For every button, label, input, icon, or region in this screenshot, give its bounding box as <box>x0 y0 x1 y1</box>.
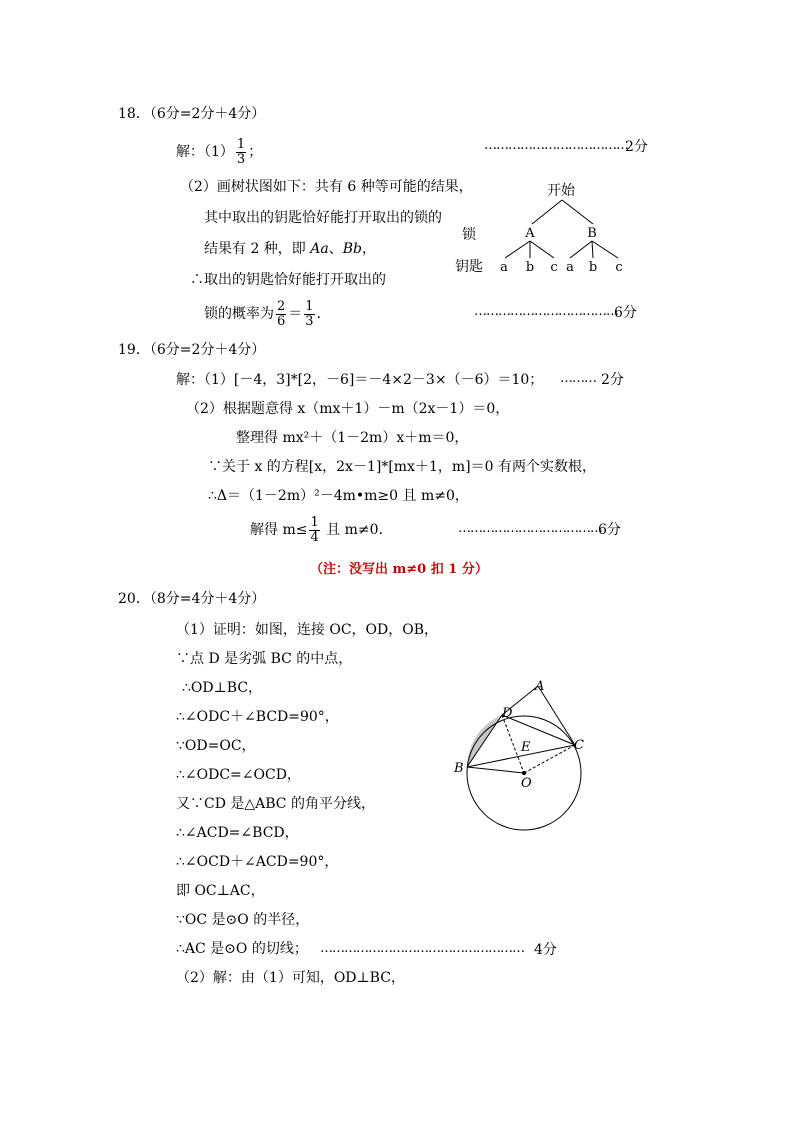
segment-db <box>467 715 502 767</box>
q18-equals: ＝ <box>288 306 303 322</box>
q20-line-8: ∴∠ACD=∠BCD， <box>176 825 299 841</box>
segment-bo <box>467 767 524 773</box>
q18-part1-denominator: 3 <box>236 151 246 167</box>
q19-part2-line4: ∴Δ＝（1－2m）²－4m•m≥0 且 m≠0， <box>208 488 469 504</box>
q19-part2-line3: ∵关于 x 的方程[x，2x－1]*[mx＋1，m]＝0 有两个实数根， <box>208 459 596 475</box>
q19-part2-line2-eq: mx²＋（1－2m）x＋m＝0， <box>282 430 469 446</box>
q18-result-bb: Bb <box>342 241 362 257</box>
q19-part2-line1 <box>186 400 509 418</box>
q19-note: （注：没写出 m≠0 扣 1 分） <box>310 562 488 577</box>
q20-line-7: 又∵CD 是△ABC 的角平分线， <box>176 796 375 812</box>
label-e: E <box>521 740 531 755</box>
q18-part2-line5 <box>204 299 331 329</box>
tree-key-1: a <box>500 260 508 275</box>
circle-figure <box>440 670 600 840</box>
q18-fraction-2-6-num: 2 <box>277 298 286 314</box>
q19-fraction-num: 1 <box>310 514 319 530</box>
tree-key-2: b <box>525 260 535 275</box>
q18-part1-numerator: 1 <box>236 136 246 152</box>
q19-fraction-1-4 <box>309 516 319 545</box>
q18-part2-line3-text: 结果有 2 种，即 <box>204 241 311 257</box>
q18-period: ． <box>316 306 331 322</box>
q18-part2-dots: ……………………………… <box>474 304 618 319</box>
tree-root-label: 开始 <box>547 183 575 199</box>
q18-fraction-2-6 <box>276 300 286 329</box>
q20-line-5: ∵OD=OC， <box>176 738 256 754</box>
q18-part2-line2: 其中取出的钥匙恰好能打开取出的锁的 <box>204 210 442 226</box>
q18-part2-line1: （2）画树状图如下：共有 6 种等可能的结果， <box>180 179 473 195</box>
q20-line-4: ∴∠ODC＋∠BCD=90°， <box>176 709 339 725</box>
tree-edge-a-c <box>530 241 554 258</box>
q18-part1 <box>176 137 262 167</box>
q18-part1-prefix: 解：（1） <box>176 144 234 160</box>
q20-part1-dots: …………………………………………… <box>320 941 524 956</box>
q19-part2-line5-text: 解得 m≤ <box>250 522 308 538</box>
tree-edge-root-b <box>562 200 593 224</box>
q19-part2-line5-end: 且 m≠0． <box>321 522 393 538</box>
q18-header: 18．（6分=2分＋4分） <box>118 106 266 122</box>
q18-part2-line3-sep: 、 <box>328 241 343 257</box>
q20-part1-score: 4分 <box>534 942 557 958</box>
q19-part2-score: 6分 <box>598 522 621 538</box>
tree-edge-a-a <box>505 241 530 258</box>
q19-part1-score: 2分 <box>601 372 624 388</box>
tree-diagram <box>450 178 650 278</box>
q20-line-10: 即 OC⊥AC， <box>176 883 265 899</box>
label-b: B <box>454 761 464 776</box>
q18-part1-score: 2分 <box>625 139 648 155</box>
tree-lock-a: A <box>525 226 535 241</box>
tree-level-key-label: 钥匙 <box>455 259 483 275</box>
q19-part2-line2-text: 整理得 <box>236 430 283 446</box>
q19-part1-dots: ……… <box>560 371 596 386</box>
q20-line-12: ∴AC 是⊙O 的切线； <box>176 941 308 957</box>
tree-edge-root-a <box>532 200 562 224</box>
q20-line-11: ∵OC 是⊙O 的半径， <box>176 912 310 928</box>
tree-key-4: a <box>566 260 574 275</box>
q20-header: 20．（8分=4分＋4分） <box>118 591 266 607</box>
q20-line-9: ∴∠OCD＋∠ACD=90°， <box>176 854 339 870</box>
segment-co <box>524 745 575 773</box>
tree-lock-b: B <box>587 226 597 241</box>
tree-key-3: c <box>550 260 558 275</box>
tree-edge-b-a <box>570 241 592 258</box>
q18-part2-line3-end: ， <box>361 241 376 257</box>
q18-part1-suffix: ； <box>248 144 263 160</box>
q18-fraction-1-3-den: 3 <box>305 313 314 329</box>
tree-level-lock-label: 锁 <box>462 227 476 243</box>
center-point <box>522 771 526 775</box>
q18-part2-line3 <box>204 240 376 258</box>
tree-key-6: c <box>615 260 623 275</box>
label-a: A <box>535 679 545 694</box>
q18-result-aa: Aa <box>310 241 329 257</box>
label-c: C <box>574 738 584 753</box>
tree-edge-b-c <box>592 241 618 258</box>
q19-header: 19．（6分=2分＋4分） <box>118 342 266 358</box>
q18-fraction-2-6-den: 6 <box>277 313 286 329</box>
tree-key-5: b <box>588 260 598 275</box>
q20-line-2: ∵点 D 是劣弧 BC 的中点， <box>176 651 353 667</box>
q20-line-6: ∴∠ODC=∠OCD， <box>176 767 301 783</box>
label-d: D <box>502 706 513 721</box>
segment-ac <box>538 686 575 745</box>
q19-part2-line1-eq: x（mx＋1）－m（2x－1）＝0， <box>297 401 510 417</box>
segment-dc <box>502 715 575 745</box>
q19-part2-dots: ……………………………… <box>458 521 602 536</box>
q19-part2-line5 <box>250 514 393 546</box>
q19-fraction-den: 4 <box>310 529 319 545</box>
q18-fraction-1-3-num: 1 <box>305 298 314 314</box>
q19-part1: 解：（1）[－4，3]*[2，－6]＝－4×2－3×（－6）＝10； <box>176 372 544 388</box>
q18-part2-line4: ∴取出的钥匙恰好能打开取出的 <box>190 272 386 288</box>
q20-line-1: （1）证明：如图，连接 OC，OD，OB， <box>176 622 439 638</box>
q19-part2-line2 <box>236 429 468 447</box>
q18-part2-score: 6分 <box>614 305 637 321</box>
label-o: O <box>521 776 532 791</box>
tree-edge-b-b <box>592 241 593 258</box>
q18-part1-fraction <box>236 138 246 167</box>
q20-line-13: （2）解：由（1）可知，OD⊥BC， <box>176 970 405 986</box>
q20-line-3: ∴OD⊥BC， <box>182 680 263 696</box>
q18-part2-line5-text: 锁的概率为 <box>204 306 274 322</box>
q18-part1-dots: ……………………………… <box>484 138 628 153</box>
q19-part2-line1-text: （2）根据题意得 <box>186 401 298 417</box>
q18-fraction-1-3 <box>304 300 314 329</box>
